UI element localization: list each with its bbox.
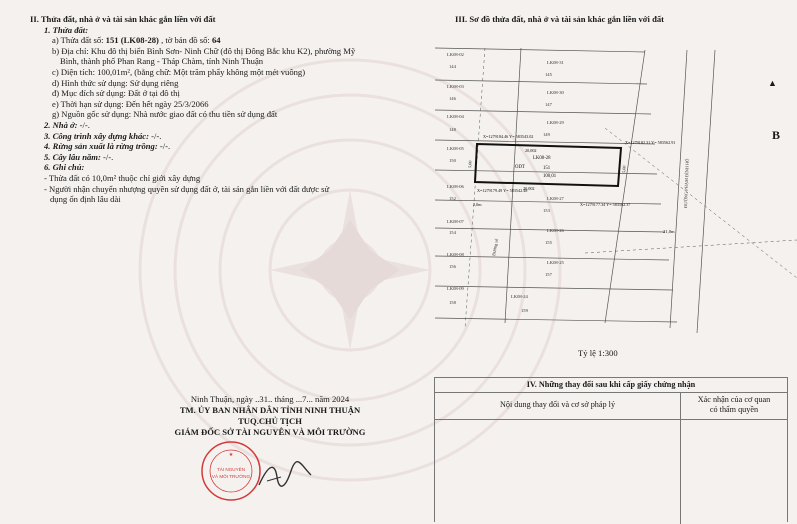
- svg-text:146: 146: [449, 96, 456, 101]
- svg-text:LK08-31: LK08-31: [547, 60, 564, 65]
- usage-origin-line: g) Nguồn gốc sử dụng: Nhà nước giao đất có thu tiền sử dụng đất: [52, 109, 278, 120]
- land-info-section: [30, 14, 428, 205]
- svg-text:ODT: ODT: [515, 165, 525, 170]
- changes-table: [434, 377, 788, 522]
- svg-text:Đường số: Đường số: [491, 238, 499, 257]
- svg-text:LK08-08: LK08-08: [447, 252, 464, 257]
- svg-text:LK08-04: LK08-04: [447, 114, 464, 119]
- usage-purpose-line: đ) Mục đích sử dụng: Đất ở tại đô thị: [52, 88, 180, 99]
- svg-text:LK08-06: LK08-06: [447, 184, 464, 189]
- map-sheet-number: 64: [211, 35, 221, 46]
- coord-4: X=1279177.34 Y= 583562.37: [580, 202, 631, 207]
- svg-text:154: 154: [449, 230, 456, 235]
- changes-title: IV. Những thay đổi sau khi cấp giấy chứng nhận: [435, 378, 787, 393]
- svg-text:157: 157: [545, 272, 552, 277]
- notes-heading: 6. Ghi chú:: [44, 162, 85, 173]
- perennial-line: 5. Cây lâu năm: -/-.: [44, 151, 114, 162]
- coord-1: X=1279184.46 Y= 583543.02: [483, 134, 534, 139]
- note-2b: dụng ổn định lâu dài: [50, 194, 121, 205]
- svg-text:LK08-03: LK08-03: [447, 84, 464, 89]
- svg-text:LK08-05: LK08-05: [447, 146, 464, 151]
- handwritten-signature: [255, 455, 315, 495]
- north-letter: B: [772, 128, 781, 142]
- svg-text:145: 145: [545, 72, 552, 77]
- lot-line: [435, 48, 645, 52]
- svg-text:159: 159: [521, 308, 528, 313]
- usage-term-line: e) Thời hạn sử dụng: Đến hết ngày 25/3/2066: [52, 98, 209, 109]
- svg-text:LK08-29: LK08-29: [547, 120, 564, 125]
- label-lk0828: LK08-28: [533, 156, 551, 161]
- address-line-2: Bình, thành phố Phan Rang - Tháp Chàm, tỉnh Ninh Thuận: [60, 56, 264, 67]
- official-seal-stamp: [200, 440, 262, 502]
- road-name: ĐƯỜNG PHẠM ĐÌNH HỔ: [683, 158, 690, 209]
- svg-text:VÀ MÔI TRƯỜNG: VÀ MÔI TRƯỜNG: [211, 474, 251, 479]
- svg-text:LK08-24: LK08-24: [511, 294, 528, 299]
- svg-text:144: 144: [449, 64, 456, 69]
- road-width: 21,0m: [663, 229, 675, 234]
- changes-body-content: [435, 420, 681, 524]
- svg-text:147: 147: [545, 102, 552, 107]
- svg-text:20,002: 20,002: [525, 148, 537, 153]
- svg-text:148: 148: [449, 127, 456, 132]
- coord-2: X=1279182.31 Y= 583562.91: [625, 140, 676, 145]
- parcel-diagram: [425, 28, 797, 353]
- subject-parcel-outline: [475, 144, 621, 186]
- usage-form-line: d) Hình thức sử dụng: Sử dụng riêng: [52, 77, 179, 88]
- authority-line-2: TUQ.CHỦ TỊCH: [238, 416, 302, 426]
- section-title: II. Thửa đất, nhà ở và tài sản khác gắn liền với đất: [30, 14, 216, 24]
- svg-text:LK08-25: LK08-25: [547, 260, 564, 265]
- coord-3: X=1279179.49 Y= 583542.48: [477, 188, 528, 193]
- changes-col-confirm: Xác nhận của cơ quan có thẩm quyền: [697, 395, 771, 414]
- svg-text:156: 156: [449, 264, 456, 269]
- label-lk0802: LK08-02: [447, 52, 464, 57]
- changes-col-content: Nội dung thay đổi và cơ sở pháp lý: [435, 393, 681, 419]
- area-line: c) Diện tích: 100,01m², (bằng chữ: Một trăm phẩy không một mét vuông): [52, 66, 306, 77]
- north-arrow-icon: ▲: [768, 78, 777, 88]
- svg-text:LK08-30: LK08-30: [547, 90, 564, 95]
- construction-line: 3. Công trình xây dựng khác: -/-.: [44, 130, 162, 141]
- svg-text:LK08-09: LK08-09: [447, 286, 464, 291]
- parcel-heading: 1. Thửa đất:: [44, 24, 89, 35]
- svg-text:153: 153: [543, 208, 550, 213]
- svg-text:152: 152: [449, 196, 456, 201]
- authority-line-3: GIÁM ĐỐC SỞ TÀI NGUYÊN VÀ MÔI TRƯỜNG: [174, 427, 366, 437]
- svg-text:TÀI NGUYÊN: TÀI NGUYÊN: [216, 467, 246, 472]
- scale-label: Tỷ lệ 1:300: [578, 348, 618, 358]
- parcel-area-label: 100,01: [543, 174, 557, 179]
- svg-text:5,00: 5,00: [467, 160, 473, 169]
- svg-text:149: 149: [543, 132, 550, 137]
- changes-header-row: [435, 393, 787, 420]
- address-line-1: b) Địa chỉ: Khu đô thị biển Bình Sơn- Ninh Chữ (đô thị Đông Bắc khu K2), phường Mỹ: [52, 45, 356, 56]
- house-line: 2. Nhà ở: -/-.: [44, 119, 90, 130]
- signature-block: [150, 394, 390, 438]
- forest-line: 4. Rừng sản xuất là rừng trồng: -/-.: [44, 141, 171, 152]
- note-1: - Thửa đất có 10,0m² thuộc chỉ giới xây dựng: [44, 172, 201, 183]
- svg-text:20,002: 20,002: [523, 186, 535, 191]
- svg-text:150: 150: [449, 158, 456, 163]
- svg-text:★: ★: [228, 452, 234, 458]
- svg-text:155: 155: [545, 240, 552, 245]
- authority-line-1: TM. ỦY BAN NHÂN DÂN TỈNH NINH THUẬN: [179, 405, 361, 415]
- changes-body-row: [435, 420, 787, 524]
- svg-text:5,00: 5,00: [621, 165, 627, 174]
- svg-text:LK08-07: LK08-07: [447, 219, 464, 224]
- parcel-number-line: a) Thửa đất số: 151 (LK08-28) , tờ bản đồ số: 64: [52, 35, 221, 46]
- svg-text:158: 158: [449, 300, 456, 305]
- note-2a: - Người nhận chuyển nhượng quyền sử dụng đất ở, tài sản gắn liền với đất được sử: [44, 183, 330, 194]
- svg-text:2,0m: 2,0m: [473, 202, 482, 207]
- svg-text:LK08-26: LK08-26: [547, 228, 564, 233]
- svg-text:151: 151: [543, 166, 551, 171]
- svg-text:LK08-27: LK08-27: [547, 196, 564, 201]
- parcel-number: 151 (LK08-28): [105, 35, 159, 46]
- diagram-title: III. Sơ đồ thửa đất, nhà ở và tài sản khác gắn liền với đất: [455, 14, 665, 24]
- issue-date: Ninh Thuận, ngày ..31.. tháng ...7... năm 2024: [190, 394, 350, 404]
